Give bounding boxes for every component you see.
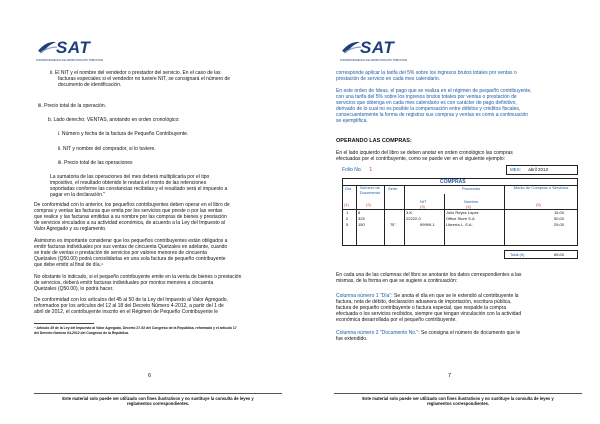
paragraph-1 [34, 202, 284, 232]
row3-nit: 99999-1 [420, 222, 435, 227]
text-line: factura, nota de débito, declaración aduanera de importación, escritura pública, [336, 299, 512, 306]
month-label: MES: [510, 167, 522, 172]
text-line: económica desarrollada por el pequeño contribuyente. [336, 317, 457, 324]
text-line: Quetzales (Q50.00), lo podrá hacer. [34, 286, 114, 293]
col-divider [384, 185, 385, 246]
sub-i: i. Número y fecha de la factura de Pequeño Contribuyente. [58, 131, 189, 137]
sub-iii: iii. Precio total de las operaciones [58, 160, 133, 166]
row1-nit: 3-K [406, 210, 413, 215]
header-monto: Monto de Compras o Servicios [513, 185, 569, 190]
text-line: reglamentos correspondientes. [426, 401, 490, 407]
footer-disclaimer [34, 396, 282, 406]
header-num-2: (2) [366, 202, 371, 207]
row2-nombre: Office Store S.A [446, 216, 475, 221]
text-line: Asimismo es importante considerar que los pequeños contribuyentes están obligados a [34, 238, 228, 244]
text-line: de servicios, deberá emitir facturas individuales por montos menores a cincuenta [34, 280, 214, 287]
row1-dia: 1 [346, 210, 349, 215]
text-line: reglamentos correspondientes. [126, 401, 190, 407]
text-line: De conformidad con los artículos del 45 al 50 de la Ley del Impuesto al Valor Agregado, [34, 297, 228, 303]
month-value: abril 2013 [528, 167, 549, 172]
total-label: Total (6) [510, 252, 525, 257]
right-page [300, 0, 600, 424]
column-2-description [336, 330, 586, 342]
folio-label [342, 167, 372, 173]
text-line: se trate de ventas o prestación de servicios por valores menores de cincuenta [34, 250, 207, 257]
sat-swoosh-icon [340, 39, 362, 55]
header-nombre: Nombre [464, 199, 479, 204]
logo-subtitle: SUPERINTENDENCIA DE ADMINISTRACIÓN TRIBUTARIA [36, 59, 104, 62]
text-line: facturas especiales si el vendedor no tuviere NIT, se consignará el número de [58, 76, 231, 83]
header-proveedor: Proveedor [462, 186, 481, 191]
row1-doc: 8 [358, 210, 361, 215]
col-divider [444, 194, 445, 246]
text-line: servicios que obtenga en cada mes calendario es con carácter de pago definitivo, [336, 100, 517, 107]
text-line: derivado de lo cual no es posible la compensación entre débitos y créditos fiscales, [336, 106, 521, 113]
text-line: pagar en la declaración." [50, 192, 106, 199]
col-divider [356, 185, 357, 246]
text-line: No obstante lo indicado, si el pequeño contribuyente emite en la venta de bienes o prestación [34, 274, 242, 280]
text-line: de servicios vinculados a su actividad económica, de acuerdo a la Ley del Impuesto al [34, 220, 225, 227]
page-number: 6 [148, 373, 152, 379]
column-2-label: Columna número 2 "Documento No.": [336, 330, 420, 336]
sat-swoosh-icon [36, 39, 58, 55]
text-line: compras y ventas las facturas que emita por los servicios que preste o por las ventas [34, 208, 223, 215]
text-line: efectuadas por el contribuyente, como se puede ver en el siguiente ejemplo: [336, 156, 505, 163]
text-line: En este orden de Ideas, el pago que se realiza en el régimen de pequeño contribuyente, [336, 88, 532, 94]
header-num-1: (1) [344, 202, 349, 207]
text-line: Se anota el día en que se le extendió al contribuyente la [394, 293, 519, 299]
folio-value: 1 [369, 167, 373, 173]
total-value: 65.00 [554, 252, 565, 257]
logo-text: SAT [56, 38, 91, 57]
text-line: fue extendido. [336, 336, 368, 343]
text-line: ⁴ Artículo 49 de la Ley del Impuesto al Valor Agregado, Decreto 27-92 del Congreso de la República, reformado y el artículo 17 [34, 326, 237, 330]
text-line: con una tarifa del 5% sobre los ingresos brutos totales por ventas o prestación de [336, 94, 517, 101]
text-line: que realice y las facturas emitidas a su nombre por las compras de bienes y prestación [34, 214, 227, 221]
text-line: ii. El NIT y el nombre del vendedor o prestador del servicio. En el caso de las [50, 70, 221, 76]
row3-dia: 5 [346, 222, 349, 227]
row3-nombre: Librería L. S.A. [446, 222, 473, 227]
sub-ii: ii. NIT y nombre del comprador, si lo tuviere. [58, 146, 156, 152]
text-line: emitir facturas individuales por sus ventas de cincuenta Quetzales en adelante, cuando [34, 244, 228, 251]
item-iii: iii. Precio total de la operación. [38, 103, 107, 109]
text-line: En el lado izquierdo del libro se deben anotar en orden cronológico las compras [336, 150, 513, 156]
row3-monto: 25.00 [554, 222, 565, 227]
footnote-divider [34, 323, 94, 324]
item-b: b. Lado derecho: VENTAS, anotando en orden cronológico: [48, 117, 180, 123]
text-line: documento de identificación. [58, 82, 122, 89]
table-title: COMPRAS [440, 179, 466, 185]
sat-logo [340, 36, 430, 68]
text-line: factura de pequeño contribuyente o factura especial, que respalde la compra [336, 305, 507, 312]
footer-disclaimer [334, 396, 582, 406]
header-dia: Día [345, 186, 352, 191]
footer-divider [334, 393, 582, 394]
text-line: que debe emitir al final de día.⁴ [34, 262, 104, 269]
row1-nombre: Julio Reyes López [446, 210, 479, 215]
section-heading: OPERANDO LAS COMPRAS: [336, 138, 412, 144]
r-paragraph-2 [336, 88, 586, 125]
text-line: corresponde aplicar la tarifa del 5% sobre los ingresos brutos totales por ventas o [336, 70, 517, 76]
footer-divider [34, 393, 282, 394]
page-number: 7 [448, 373, 452, 379]
row2-nit: 22222-0 [406, 216, 421, 221]
text-line: Este material solo puede ser utilizado con fines ilustrativos y no sustituye la consulta de leyes y [62, 396, 254, 401]
header-num-4: (4) [466, 204, 471, 209]
column-1-description [336, 293, 586, 323]
text-line: Quetzales (Q50.00) podrá consolidarlas en una sola factura de pequeño contribuyente [34, 256, 226, 263]
row2-doc: 325 [358, 216, 365, 221]
r-paragraph-3 [336, 150, 586, 162]
logo-subtitle: SUPERINTENDENCIA DE ADMINISTRACIÓN TRIBUTARIA [340, 59, 408, 62]
row3-serie: "B" [390, 222, 396, 227]
text-line: del Decreto Número 04-2012 del Congreso de la República. [34, 330, 129, 335]
text-line: mismas, de la forma en que se sugiere a continuación: [336, 278, 458, 285]
header-documento: Número de Documento [359, 185, 381, 195]
paragraph-4 [34, 297, 284, 315]
col-divider [404, 185, 405, 246]
month-field [510, 167, 548, 172]
row2-dia: 2 [346, 216, 349, 221]
text-line: Valor Agregado y su reglamento. [34, 226, 107, 233]
paragraph-2 [34, 238, 284, 268]
quote-block [50, 174, 280, 198]
header-num-3: (3) [420, 204, 425, 209]
text-line: La sumatoria de las operaciones del mes deberá multiplicarla por el tipo [50, 174, 210, 180]
header-nit: NIT [420, 199, 427, 204]
text-line: impositivo, el resultado obtenido le restará el monto de las retenciones [50, 180, 207, 187]
header-num-5: (5) [536, 202, 541, 207]
text-line: consecuentemente la forma de registrar sus compras y ventas es como a continuación [336, 112, 529, 119]
items-top [50, 70, 275, 88]
folio-label-text: Folio No. [342, 167, 363, 173]
header-serie: Serie [388, 186, 398, 191]
text-line: Este material solo puede ser utilizado con fines ilustrativos y no sustituye la consulta de leyes y [362, 396, 554, 401]
text-line: reformados por los artículos del 12 al 18 del Decreto Número 4-2012, a partir del 1 de [34, 303, 224, 310]
row3-doc: 150 [358, 222, 365, 227]
text-line: efectuada o los servicios recibidos, siempre que tengan vinculación con la actividad [336, 311, 522, 318]
row2-monto: 50.00 [554, 216, 565, 221]
footnote [34, 326, 284, 335]
sat-logo [36, 36, 126, 68]
text-line: abril de 2012, el contribuyente inscrito en el Régimen de Pequeño Contribuyente le [34, 309, 219, 316]
r-paragraph-4 [336, 272, 586, 284]
logo-text: SAT [360, 38, 395, 57]
purchases-table [336, 164, 586, 272]
text-line: Se consigna el número de documento que le [420, 330, 521, 336]
row1-monto: 15.00 [554, 210, 565, 215]
r-paragraph-1 [336, 70, 586, 82]
text-line: En cada una de las columnas del libro se anotarán los datos correspondientes a las [336, 272, 522, 278]
text-line: soportadas conforme las constancias recibidas y el resultado será el impuesto a [50, 186, 228, 193]
text-line: De conformidad con lo anterior, los pequeños contribuyentes deben operar en el libro de [34, 202, 230, 208]
paragraph-3 [34, 274, 284, 292]
column-1-label: Columna número 1 "Día": [336, 293, 393, 299]
text-line: se ejemplifica. [336, 118, 368, 125]
col-divider [504, 185, 505, 246]
text-line: prestación de servicio en cada mes calendario. [336, 76, 441, 83]
